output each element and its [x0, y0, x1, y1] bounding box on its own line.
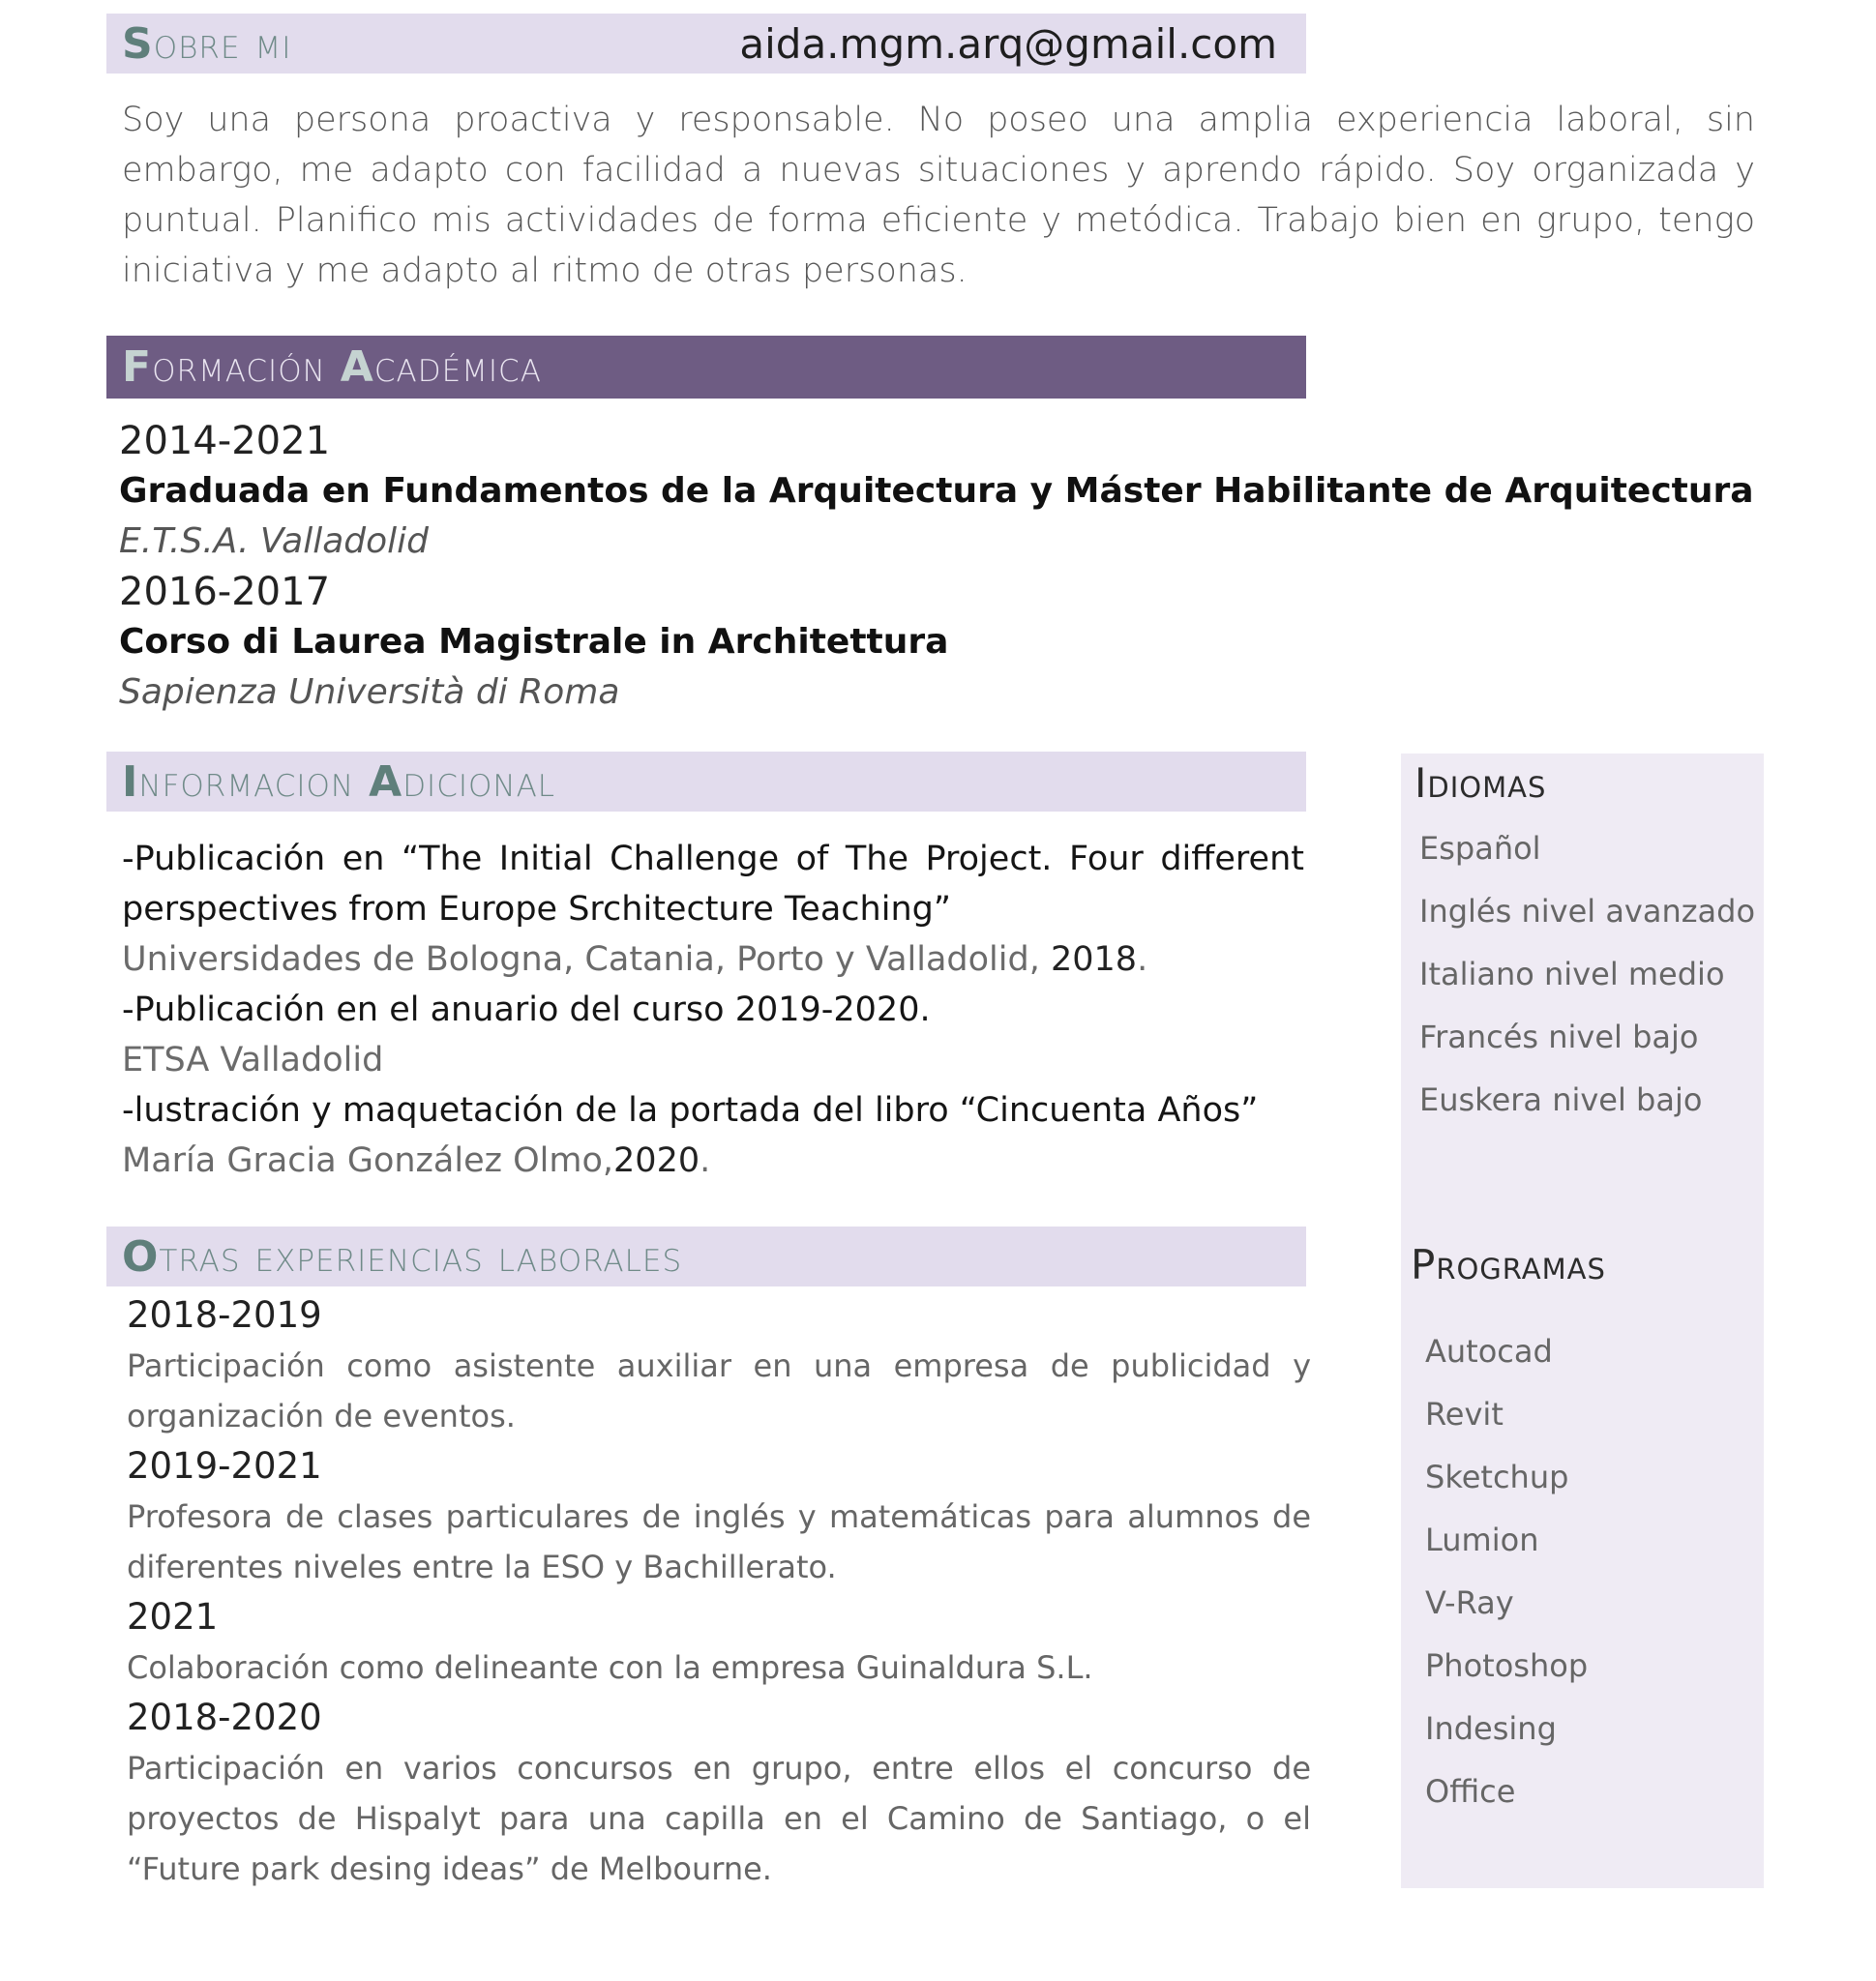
publication-source: Universidades de Bologna, Catania, Porto y Valladolid, 2018.	[122, 940, 1148, 979]
education-section	[119, 416, 1783, 718]
publication-source: ETSA Valladolid	[122, 1041, 384, 1079]
language-item: Español	[1419, 830, 1541, 867]
publication-title: -lustración y maquetación de la portada del libro “Cincuenta Años”	[122, 1091, 1259, 1130]
education-item	[119, 416, 1783, 567]
program-item: Photoshop	[1425, 1647, 1589, 1684]
experience-desc: Participación como asistente auxiliar en una empresa de publicidad y organización de eventos.	[127, 1347, 1311, 1434]
experience-item	[127, 1290, 1311, 1441]
programs-list	[1425, 1320, 1588, 1823]
education-school: E.T.S.A. Valladolid	[119, 521, 430, 561]
program-item: Revit	[1425, 1396, 1504, 1433]
education-years: 2014-2021	[119, 419, 331, 463]
additional-section	[122, 834, 1304, 1186]
experience-header	[106, 1227, 1306, 1286]
experience-desc: Participación en varios concursos en grupo, entre ellos el concurso de proyectos de Hispalyt para una capilla en el Camino de Santiago, o el “Future park desing ideas” de Melbourne.	[127, 1750, 1311, 1887]
education-title: Formación Académica	[122, 342, 542, 392]
experience-section	[127, 1290, 1311, 1894]
additional-header	[106, 752, 1306, 812]
experience-years: 2021	[127, 1596, 219, 1638]
program-item: Indesing	[1425, 1710, 1557, 1747]
publication-source: María Gracia González Olmo,2020.	[122, 1141, 711, 1180]
language-item: Italiano nivel medio	[1419, 956, 1725, 992]
education-header	[106, 336, 1306, 399]
education-item	[119, 567, 1783, 718]
program-item: Sketchup	[1425, 1459, 1569, 1495]
languages-title: Idiomas	[1414, 759, 1547, 807]
languages-list	[1419, 817, 1755, 1132]
publication-title: -Publicación en el anuario del curso 2019-2020.	[122, 990, 931, 1029]
experience-desc: Colaboración como delineante con la empresa Guinaldura S.L.	[127, 1649, 1093, 1686]
program-item: Office	[1425, 1773, 1516, 1810]
email-address: aida.mgm.arq@gmail.com	[739, 19, 1277, 68]
experience-years: 2018-2019	[127, 1294, 322, 1336]
education-degree: Corso di Laurea Magistrale in Architettura	[119, 622, 949, 662]
education-years: 2016-2017	[119, 570, 331, 614]
about-text: Soy una persona proactiva y responsable. No poseo una amplia experiencia laboral, sin embargo, me adapto con facilidad a nuevas situaciones y aprendo rápido. Soy organizada y puntual. Planifico mis actividades de forma eficiente y metódica. Trabajo bien en grupo, tengo iniciativa y me adapto al ritmo de otras personas.	[122, 101, 1755, 290]
language-item: Euskera nivel bajo	[1419, 1081, 1703, 1118]
publication-title: -Publicación en “The Initial Challenge of The Project. Four different perspectives from Europe Srchitecture Teaching”	[122, 840, 1304, 929]
sidebar	[1401, 754, 1764, 1888]
education-degree: Graduada en Fundamentos de la Arquitectura y Máster Habilitante de Arquitectura	[119, 471, 1754, 511]
programs-title: Programas	[1411, 1241, 1606, 1288]
experience-years: 2019-2021	[127, 1445, 322, 1487]
experience-desc: Profesora de clases particulares de inglés y matemáticas para alumnos de diferentes niveles entre la ESO y Bachillerato.	[127, 1498, 1311, 1585]
additional-title: Informacion Adicional	[122, 756, 556, 807]
experience-item	[127, 1592, 1311, 1693]
education-school: Sapienza Università di Roma	[119, 672, 620, 712]
experience-item	[127, 1693, 1311, 1894]
program-item: Lumion	[1425, 1522, 1539, 1558]
experience-title: Otras experiencias laborales	[122, 1231, 683, 1282]
language-item: Inglés nivel avanzado	[1419, 893, 1756, 930]
about-title: Sobre mi	[122, 18, 292, 69]
program-item: V-Ray	[1425, 1584, 1514, 1621]
experience-years: 2018-2020	[127, 1697, 322, 1738]
experience-item	[127, 1441, 1311, 1592]
program-item: Autocad	[1425, 1333, 1553, 1370]
about-header	[106, 14, 1306, 74]
language-item: Francés nivel bajo	[1419, 1019, 1699, 1055]
